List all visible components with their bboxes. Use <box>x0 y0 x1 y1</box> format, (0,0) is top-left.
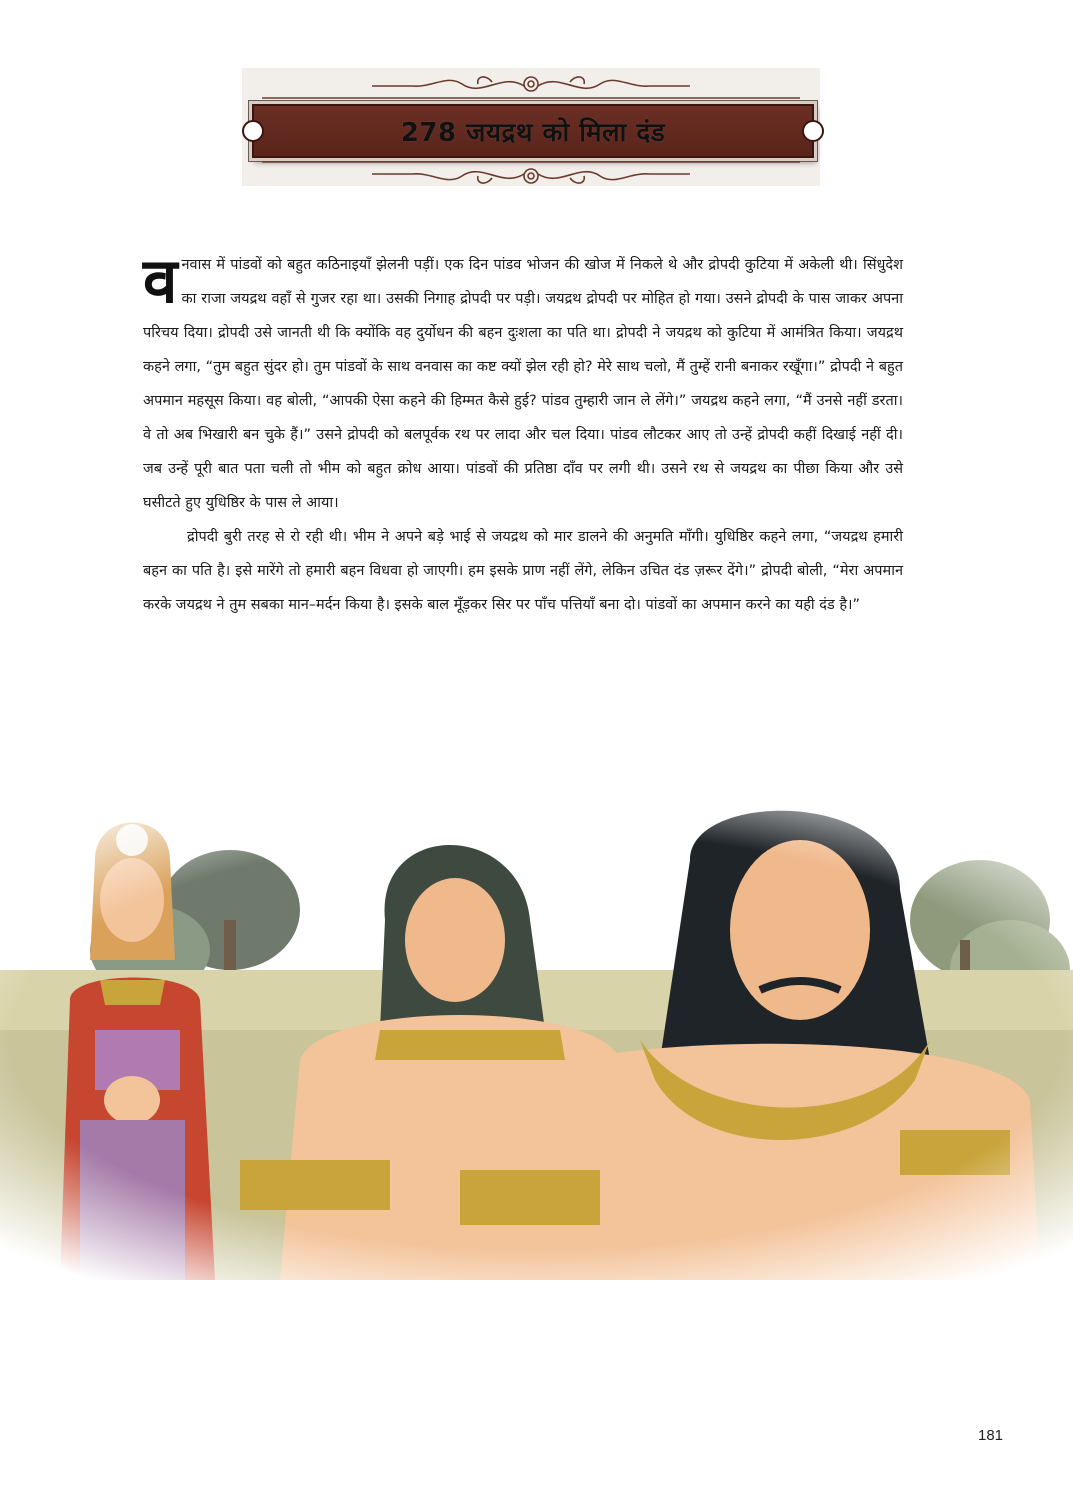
illustration <box>0 800 1073 1280</box>
paragraph-1 <box>143 244 903 520</box>
title-plate <box>252 104 814 158</box>
ornament-flourish-top <box>242 68 820 104</box>
drop-cap: व <box>143 244 178 317</box>
ornament-flourish-bottom <box>242 156 820 192</box>
page-number: 181 <box>978 1427 1004 1444</box>
illustration-art <box>0 800 1073 1280</box>
story-body <box>143 244 903 622</box>
page-title: 278 जयद्रथ को मिला दंड <box>400 118 666 148</box>
title-banner <box>242 68 820 186</box>
paragraph-1-text: नवास में पांडवों को बहुत कठिनाइयाँ झेलनी पड़ीं। एक दिन पांडव भोजन की खोज में निकले थे और द्रोपदी कुटिया में अकेली थी। सिंधुदेश का राजा जयद्रथ वहाँ से गुजर रहा था। उसकी निगाह द्रोपदी पर पड़ी। जयद्रथ द्रोपदी पर मोहित हो गया। उसने द्रोपदी के पास जाकर अपना परिचय दिया। द्रोपदी उसे जानती थी कि क्योंकि वह दुर्योधन की बहन दुःशला का पति था। द्रोपदी ने जयद्रथ को कुटिया में आमंत्रित किया। जयद्रथ कहने लगा, “तुम बहुत सुंदर हो। तुम पांडवों के साथ वनवास का कष्ट क्यों झेल रही हो? मेरे साथ चलो, मैं तुम्हें रानी बनाकर रखूँगा।” द्रोपदी ने बहुत अपमान महसूस किया। वह बोली, “आपकी ऐसा कहने की हिम्मत कैसे हुई? पांडव तुम्हारी जान ले लेंगे।” जयद्रथ कहने लगा, “मैं उनसे नहीं डरता। वे तो अब भिखारी बन चुके हैं।” उसने द्रोपदी को बलपूर्वक रथ पर लादा और चल दिया। पांडव लौटकर आए तो उन्हें द्रोपदी कहीं दिखाई नहीं दी। जब उन्हें पूरी बात पता चली तो भीम को बहुत क्रोध आया। पांडवों की प्रतिष्ठा दाँव पर लगी थी। उसने रथ से जयद्रथ का पीछा किया और उसे घसीटते हुए युधिष्ठिर के पास ले आया। <box>143 257 903 511</box>
paragraph-2: द्रोपदी बुरी तरह से रो रही थी। भीम ने अपने बड़े भाई से जयद्रथ को मार डालने की अनुमति माँगी। युधिष्ठिर कहने लगा, “जयद्रथ हमारी बहन का पति है। इसे मारेंगे तो हमारी बहन विधवा हो जाएगी। हम इसके प्राण नहीं लेंगे, लेकिन उचित दंड ज़रूर देंगे।” द्रोपदी बोली, “मेरा अपमान करके जयद्रथ ने तुम सबका मान–मर्दन किया है। इसके बाल मूँड़कर सिर पर पाँच पत्तियाँ बना दो। पांडवों का अपमान करने का यही दंड है।” <box>143 529 903 613</box>
